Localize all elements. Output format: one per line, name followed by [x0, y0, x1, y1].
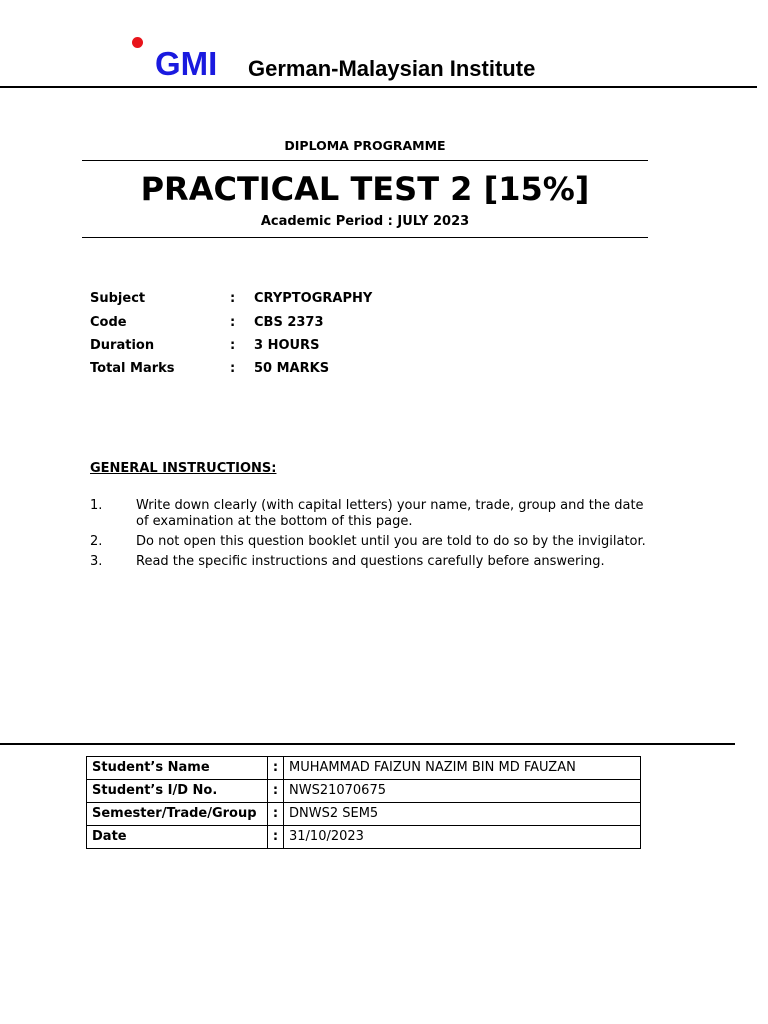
info-label: Code [90, 315, 127, 330]
title-rule-top [82, 160, 648, 161]
date-label: Date [87, 826, 268, 849]
table-separator: : [268, 757, 284, 780]
table-separator: : [268, 826, 284, 849]
instruction-text: Write down clearly (with capital letters) your name, trade, group and the date of examination at the bottom of this page. [136, 498, 644, 529]
semester-value: DNWS2 SEM5 [284, 803, 641, 826]
student-details-table [86, 756, 641, 849]
table-separator: : [268, 780, 284, 803]
semester-label: Semester/Trade/Group [87, 803, 268, 826]
instruction-number: 1. [90, 498, 103, 513]
instruction-item [90, 534, 650, 552]
student-name-label: Student’s Name [87, 757, 268, 780]
instruction-item [90, 554, 650, 572]
instruction-item [90, 498, 650, 532]
instruction-number: 3. [90, 554, 103, 569]
table-separator: : [268, 803, 284, 826]
header-divider [0, 86, 757, 88]
info-separator: : [230, 338, 236, 353]
info-separator: : [230, 315, 236, 330]
date-value: 31/10/2023 [284, 826, 641, 849]
student-name-value: MUHAMMAD FAIZUN NAZIM BIN MD FAUZAN [284, 757, 641, 780]
footer-divider [0, 743, 735, 745]
programme-label: DIPLOMA PROGRAMME [284, 138, 446, 153]
table-row [87, 780, 641, 803]
logo-dot [132, 37, 143, 48]
info-value: CRYPTOGRAPHY [254, 291, 373, 306]
info-label: Duration [90, 338, 155, 353]
info-value: CBS 2373 [254, 315, 324, 330]
info-value: 3 HOURS [254, 338, 320, 353]
logo: GMI [155, 45, 218, 82]
page-title: PRACTICAL TEST 2 [15%] [140, 170, 590, 208]
info-separator: : [230, 291, 236, 306]
info-label: Subject [90, 291, 146, 306]
table-row [87, 803, 641, 826]
instructions-heading: GENERAL INSTRUCTIONS: [90, 461, 277, 476]
instruction-text: Read the specific instructions and questions carefully before answering. [136, 554, 605, 569]
table-row [87, 826, 641, 849]
info-label: Total Marks [90, 361, 175, 376]
title-rule-bottom [82, 237, 648, 238]
student-id-value: NWS21070675 [284, 780, 641, 803]
institute-name: German-Malaysian Institute [248, 56, 536, 81]
academic-period: Academic Period : JULY 2023 [260, 214, 470, 229]
table-row [87, 757, 641, 780]
instruction-text: Do not open this question booklet until you are told to do so by the invigilator. [136, 534, 646, 549]
info-separator: : [230, 361, 236, 376]
instruction-number: 2. [90, 534, 103, 549]
info-value: 50 MARKS [254, 361, 330, 376]
student-id-label: Student’s I/D No. [87, 780, 268, 803]
